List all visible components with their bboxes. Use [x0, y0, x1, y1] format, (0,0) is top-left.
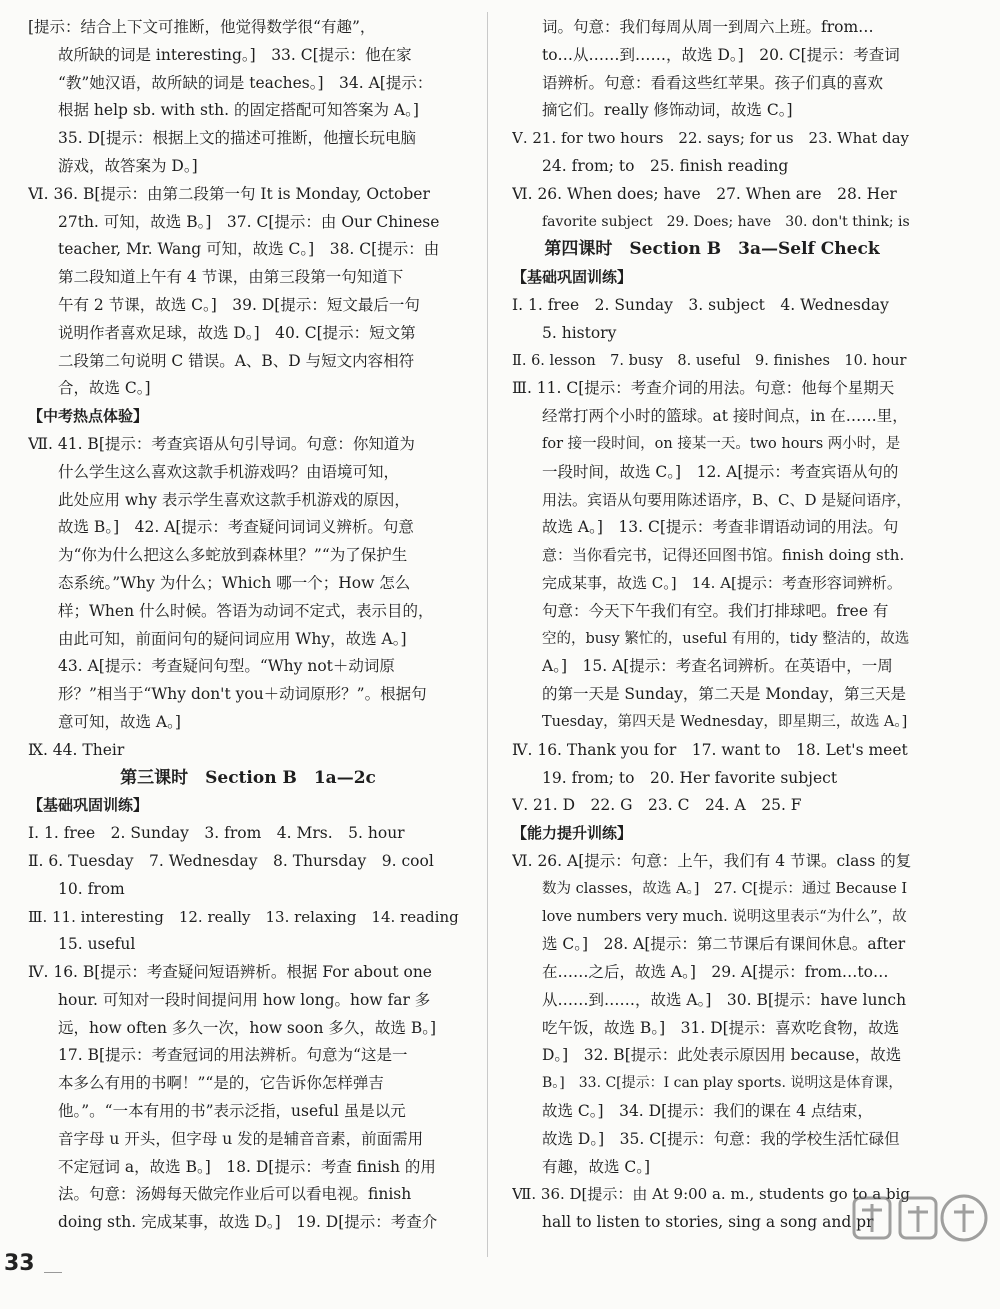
lesson-title: 第四课时 Section B 3a—Self Check [544, 239, 880, 260]
section-heading: 【中考热点体验】 [28, 407, 149, 426]
text-line: 故选 D。] 35. C[提示：句意：我的学校生活忙碌但 [542, 1129, 900, 1148]
text-line: 午有 2 节课，故选 C。] 39. D[提示：短文最后一句 [58, 295, 420, 314]
text-line: 摘它们。really 修饰动词，故选 C。] [542, 101, 793, 120]
text-line: 合，故选 C。] [58, 379, 151, 398]
text-line: 为“你为什么把这么多蛇放到森林里？”“为了保护生 [58, 546, 408, 565]
text-line: 17. B[提示：考查冠词的用法辨析。句意为“这是一 [58, 1046, 408, 1065]
text-line: Ⅲ. 11. interesting 12. really 13. relaxing 14. reading [28, 907, 459, 926]
text-line: to…从……到……，故选 D。] 20. C[提示：考查词 [542, 45, 900, 64]
text-line: 二段第二句说明 C 错误。A、B、D 与短文内容相符 [58, 351, 415, 370]
page-number: 33 [4, 1251, 35, 1276]
text-line: “教”她汉语，故所缺的词是 teaches。] 34. A[提示： [58, 73, 433, 92]
text-line: 由此可知，前面问句的疑问词应用 Why，故选 A。] [58, 629, 407, 648]
text-line: 句意：今天下午我们有空。我们打排球吧。free 有 [542, 601, 889, 620]
text-line: 43. A[提示：考查疑问句型。“Why not＋动词原 [58, 657, 395, 676]
text-line: 用法。宾语从句要用陈述语序，B、C、D 是疑问语序， [542, 490, 912, 509]
text-line: 形？”相当于“Why don't you＋动词原形？”。根据句 [58, 685, 427, 704]
text-line: 10. from [58, 879, 125, 898]
page-number-rule [44, 1272, 62, 1273]
text-line: Ⅰ. 1. free 2. Sunday 3. subject 4. Wednesday [512, 295, 889, 314]
text-line: 完成某事，故选 C。] 14. A[提示：考查形容词辨析。 [542, 573, 902, 592]
text-line: 吃午饭，故选 B。] 31. D[提示：喜欢吃食物，故选 [542, 1018, 900, 1037]
text-line: 故选 B。] 42. A[提示：考查疑问词词义辨析。句意 [58, 518, 414, 537]
text-line: 根据 help sb. with sth. 的固定搭配可知答案为 A。] [58, 101, 419, 120]
text-line: 35. D[提示：根据上文的描述可推断，他擅长玩电脑 [58, 129, 417, 148]
text-line: Ⅶ. 41. B[提示：考查宾语从句引导词。句意：你知道为 [28, 434, 415, 453]
text-line: love numbers very much. 说明这里表示“为什么”，故 [542, 908, 907, 925]
text-line: Ⅵ. 26. When does; have 27. When are 28. Her [512, 184, 897, 203]
text-line: 在……之后，故选 A。] 29. A[提示：from…to… [542, 963, 889, 982]
text-line: 的第一天是 Sunday，第二天是 Monday，第三天是 [542, 685, 906, 704]
text-line: Ⅲ. 11. C[提示：考查介词的用法。句意：他每个星期天 [512, 379, 895, 398]
text-line: 法。句意：汤姆每天做完作业后可以看电视。finish [58, 1185, 412, 1204]
column-divider [487, 12, 488, 1257]
text-line: for 接一段时间，on 接某一天。two hours 两小时，是 [542, 435, 901, 452]
text-line: 从……到……，故选 A。] 30. B[提示：have lunch [542, 990, 907, 1009]
text-line: 词。句意：我们每周从周一到周六上班。from… [542, 18, 874, 36]
text-line: Ⅸ. 44. Their [28, 740, 125, 759]
text-line: 故所缺的词是 interesting。] 33. C[提示：他在家 [58, 45, 412, 64]
text-line: Ⅰ. 1. free 2. Sunday 3. from 4. Mrs. 5. hour [28, 824, 405, 843]
text-line: Ⅴ. 21. D 22. G 23. C 24. A 25. F [512, 796, 802, 815]
text-line: favorite subject 29. Does; have 30. don't think; is [542, 213, 910, 230]
text-line: D。] 32. B[提示：此处表示原因用 because，故选 [542, 1046, 902, 1065]
left-column [28, 14, 468, 1237]
text-line: 意可知，故选 A。] [58, 712, 181, 731]
text-line: 远，how often 多久一次，how soon 多久，故选 B。] [58, 1018, 437, 1037]
text-line: hour. 可知对一段时间提问用 how long。how far 多 [58, 990, 431, 1009]
text-line: 说明作者喜欢足球，故选 D。] 40. C[提示：短文第 [58, 323, 416, 342]
text-line: 音字母 u 开头，但字母 u 发的是辅音音素，前面需用 [58, 1129, 424, 1148]
text-line: 27th. 可知，故选 B。] 37. C[提示：由 Our Chinese [58, 212, 440, 231]
text-line: Ⅱ. 6. lesson 7. busy 8. useful 9. finishes 10. hour [512, 352, 907, 369]
section-heading: 【基础巩固训练】 [512, 268, 633, 287]
text-line: 15. useful [58, 935, 136, 954]
text-line: 第二段知道上午有 4 节课，由第三段第一句知道下 [58, 268, 404, 287]
text-line: teacher, Mr. Wang 可知，故选 C。] 38. C[提示：由 [58, 240, 440, 259]
text-line: 5. history [542, 323, 617, 342]
lesson-title: 第三课时 Section B 1a—2c [120, 767, 376, 788]
text-line: 不定冠词 a，故选 B。] 18. D[提示：考查 finish 的用 [58, 1157, 436, 1176]
text-line: Ⅶ. 36. D[提示：由 At 9:00 a. m., students go to a big [512, 1185, 910, 1204]
text-line: 他。”。“一本有用的书”表示泛指，useful 虽是以元 [58, 1102, 406, 1121]
text-line: 选 C。] 28. A[提示：第二节课后有课间休息。after [542, 935, 906, 954]
text-line: 19. from; to 20. Her favorite subject [542, 768, 838, 787]
text-line: 此处应用 why 表示学生喜欢这款手机游戏的原因， [58, 490, 410, 509]
text-line: Ⅴ. 21. for two hours 22. says; for us 23. What day [512, 129, 909, 148]
text-line: Ⅵ. 36. B[提示：由第二段第一句 It is Monday, October [28, 184, 430, 203]
watermark-logo [844, 1190, 994, 1305]
text-line: Ⅳ. 16. Thank you for 17. want to 18. Let's meet [512, 740, 908, 759]
text-line: Ⅳ. 16. B[提示：考查疑问短语辨析。根据 For about one [28, 963, 432, 982]
text-line: 样；When 什么时候。答语为动词不定式，表示目的， [58, 601, 434, 620]
section-heading: 【能力提升训练】 [512, 824, 633, 843]
text-line: 意：当你看完书，记得还回图书馆。finish doing sth. [542, 546, 905, 565]
text-line: 本多么有用的书啊！”“是的，它告诉你怎样弹吉 [58, 1074, 384, 1093]
right-column [512, 14, 912, 1237]
text-line: 态系统。”Why 为什么；Which 哪一个；How 怎么 [58, 573, 411, 592]
text-line: doing sth. 完成某事，故选 D。] 19. D[提示：考查介 [58, 1213, 438, 1232]
text-line: 24. from; to 25. finish reading [542, 156, 789, 175]
text-line: A。] 15. A[提示：考查名词辨析。在英语中，一周 [542, 657, 893, 676]
text-line: 有趣，故选 C。] [542, 1157, 651, 1176]
text-line: B。] 33. C[提示：I can play sports. 说明这是体育课， [542, 1075, 903, 1092]
text-line: 游戏，故答案为 D。] [58, 156, 198, 175]
text-line: 数为 classes，故选 A。] 27. C[提示：通过 Because I [542, 880, 908, 897]
text-line: 一段时间，故选 C。] 12. A[提示：考查宾语从句的 [542, 462, 899, 481]
text-line: Ⅱ. 6. Tuesday 7. Wednesday 8. Thursday 9. cool [28, 851, 434, 870]
text-line: 故选 C。] 34. D[提示：我们的课在 4 点结束， [542, 1102, 873, 1121]
text-line: 经常打两个小时的篮球。at 接时间点，in 在……里， [542, 407, 908, 426]
text-line: 空的，busy 繁忙的，useful 有用的，tidy 整洁的，故选 [542, 630, 910, 647]
text-line: Tuesday，第四天是 Wednesday，即星期三，故选 A。] [542, 713, 908, 730]
text-line: 故选 A。] 13. C[提示：考查非谓语动词的用法。句 [542, 518, 899, 537]
text-line: Ⅵ. 26. A[提示：句意：上午，我们有 4 节课。class 的复 [512, 851, 912, 870]
text-line: 什么学生这么喜欢这款手机游戏吗？由语境可知， [58, 462, 400, 481]
text-line: [提示：结合上下文可推断，他觉得数学很“有趣”， [28, 18, 376, 36]
text-line: hall to listen to stories, sing a song and pr [542, 1213, 874, 1232]
section-heading: 【基础巩固训练】 [28, 796, 149, 815]
text-line: 语辨析。句意：看看这些红苹果。孩子们真的喜欢 [542, 73, 884, 92]
